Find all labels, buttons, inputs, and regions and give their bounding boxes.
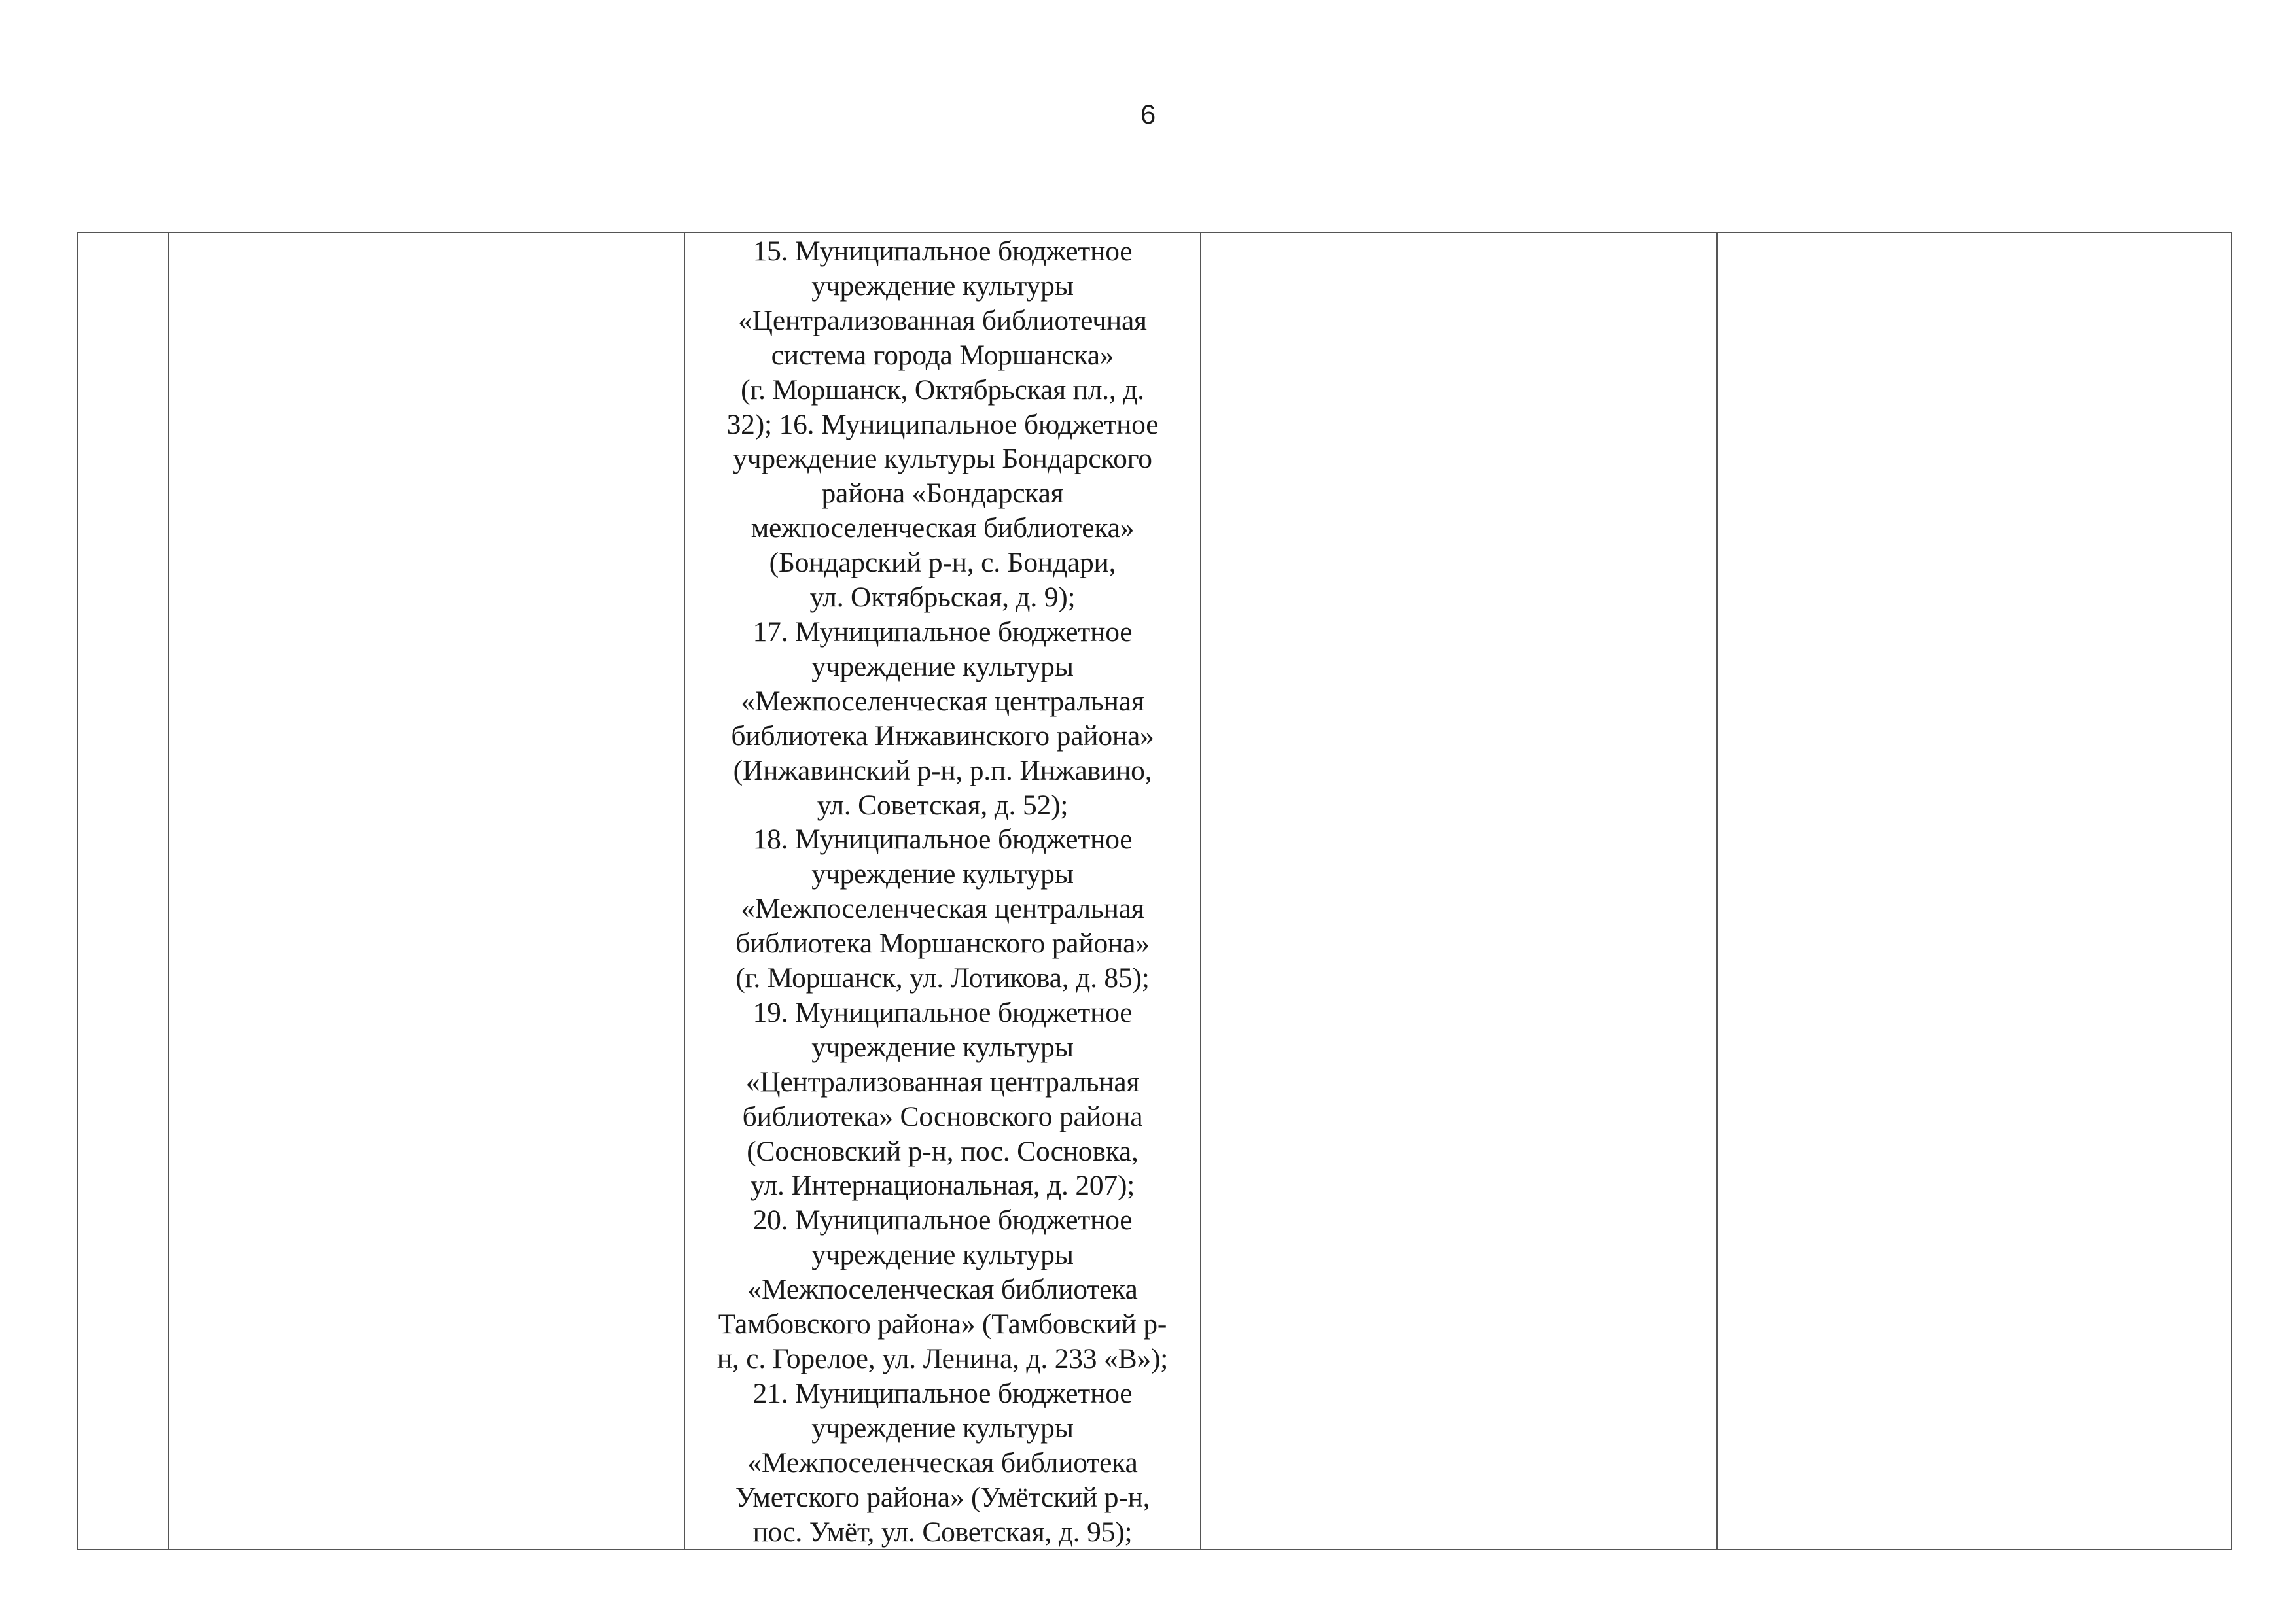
text-line: (Бондарский р-н, с. Бондари,: [769, 547, 1116, 579]
text-line: «Межпоселенческая библиотека: [747, 1274, 1138, 1306]
text-line: «Межпоселенческая центральная: [741, 685, 1144, 717]
text-line: Тамбовского района» (Тамбовский р-: [718, 1308, 1167, 1340]
table-cell-institutions: [684, 232, 1201, 1550]
text-line: 19. Муниципальное бюджетное: [752, 996, 1133, 1028]
text-line: н, с. Горелое, ул. Ленина, д. 233 «В»);: [716, 1343, 1169, 1374]
text-line: ул. Советская, д. 52);: [817, 789, 1069, 821]
table-cell-5: [1717, 232, 2231, 1550]
page-number: 6: [1140, 99, 1156, 130]
text-line: (г. Моршанск, ул. Лотикова, д. 85);: [735, 962, 1150, 994]
text-line: «Централизованная библиотечная: [738, 304, 1147, 336]
text-line: библиотека Моршанского района»: [735, 928, 1150, 960]
text-line: района «Бондарская: [821, 478, 1064, 510]
institutions-table: [77, 232, 2232, 1550]
text-line: (г. Моршанск, Октябрьская пл., д.: [741, 374, 1144, 406]
text-line: библиотека» Сосновского района: [742, 1100, 1143, 1132]
text-line: пос. Умёт, ул. Советская, д. 95);: [752, 1516, 1133, 1548]
text-line: учреждение культуры: [811, 1239, 1074, 1271]
text-line: ул. Октябрьская, д. 9);: [809, 582, 1076, 614]
text-line: «Межпоселенческая центральная: [741, 893, 1144, 925]
text-line: межпоселенческая библиотека»: [751, 512, 1135, 544]
table-cell-number: [77, 232, 168, 1550]
text-line: Уметского района» (Умётский р-н,: [735, 1481, 1150, 1513]
text-line: 15. Муниципальное бюджетное: [752, 236, 1133, 267]
text-line: (Инжавинский р-н, р.п. Инжавино,: [733, 754, 1152, 786]
text-line: 21. Муниципальное бюджетное: [752, 1377, 1133, 1409]
institutions-list-text: [685, 233, 1200, 1549]
text-line: «Межпоселенческая библиотека: [747, 1446, 1138, 1478]
text-line: учреждение культуры: [811, 270, 1074, 302]
text-line: учреждение культуры: [811, 858, 1074, 890]
text-line: учреждение культуры: [811, 650, 1074, 682]
text-line: ул. Интернациональная, д. 207);: [750, 1170, 1135, 1202]
text-line: учреждение культуры: [811, 1412, 1074, 1444]
text-line: библиотека Инжавинского района»: [731, 720, 1154, 752]
text-line: 20. Муниципальное бюджетное: [752, 1204, 1133, 1236]
table-cell-2: [168, 232, 684, 1550]
table-cell-4: [1201, 232, 1717, 1550]
text-line: 18. Муниципальное бюджетное: [752, 824, 1133, 856]
text-line: учреждение культуры: [811, 1031, 1074, 1063]
text-line: система города Моршанска»: [771, 339, 1114, 371]
text-line: «Централизованная центральная: [745, 1066, 1140, 1098]
text-line: 32); 16. Муниципальное бюджетное: [726, 408, 1159, 440]
text-line: 17. Муниципальное бюджетное: [752, 616, 1133, 648]
text-line: учреждение культуры Бондарского: [733, 443, 1152, 475]
table-row: [77, 232, 2231, 1550]
text-line: (Сосновский р-н, пос. Сосновка,: [747, 1135, 1139, 1167]
